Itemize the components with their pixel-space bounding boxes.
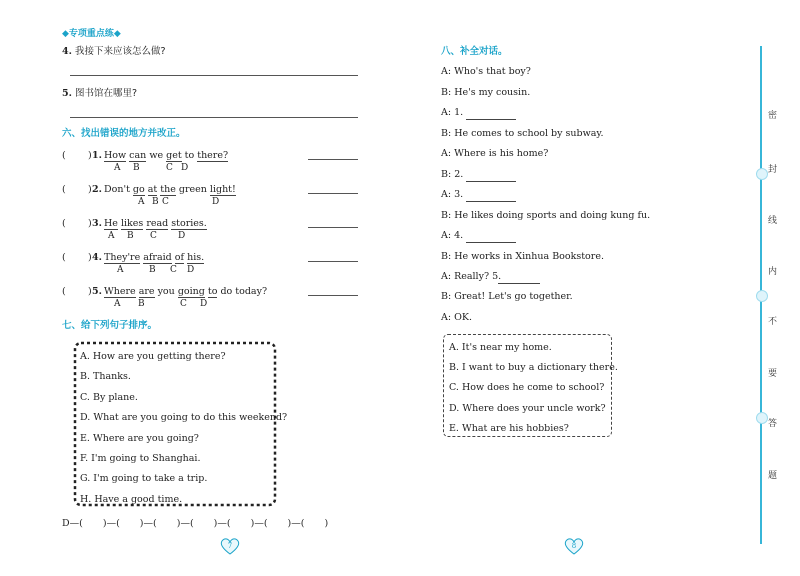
options-list — [449, 338, 618, 439]
option-d: D. Where does your uncle work? — [449, 402, 606, 414]
paren-close[interactable]: ) — [88, 184, 92, 195]
sentence — [104, 184, 236, 196]
dialog-line-7: A: 3. — [441, 189, 464, 200]
label-c: C — [166, 163, 173, 173]
blank-4[interactable] — [466, 241, 516, 243]
label-b: B — [149, 265, 156, 275]
paren-close[interactable]: ) — [88, 286, 92, 297]
label-b: B — [138, 299, 145, 309]
label-d: D — [200, 299, 208, 309]
question-5 — [62, 88, 137, 100]
word-c: read — [146, 218, 169, 229]
paren-open: ( — [62, 184, 66, 195]
section-6-title: 六、找出错误的地方并改正。 — [62, 128, 186, 139]
correction-line[interactable] — [308, 227, 358, 228]
word-d: there? — [197, 150, 229, 161]
dialog-line-5: A: Where is his home? — [441, 148, 549, 159]
paren-close: ) — [176, 518, 181, 529]
item-number: 5. — [92, 286, 102, 297]
word-d: stories. — [171, 218, 207, 229]
word: green — [178, 184, 207, 195]
dash: — — [143, 518, 153, 529]
label-c: C — [170, 265, 177, 275]
paren-close: ) — [102, 518, 107, 529]
item-number: 2. — [92, 184, 102, 195]
paren-open: ( — [300, 518, 305, 529]
paren-open: ( — [116, 518, 120, 529]
sidebar-char-4: 内 — [768, 267, 778, 277]
label-d: D — [178, 231, 186, 241]
correction-line[interactable] — [308, 261, 358, 262]
sidebar-char-8: 题 — [768, 471, 778, 481]
paren-open: ( — [62, 286, 66, 297]
dash: — — [69, 518, 80, 529]
word-c: the — [160, 184, 176, 195]
word-a: How — [104, 150, 127, 161]
paren-open: ( — [62, 252, 66, 263]
paren-open: ( — [79, 518, 83, 529]
correction-line[interactable] — [308, 159, 358, 160]
option-a: A. It's near my home. — [449, 342, 552, 353]
label-b: B — [127, 231, 134, 241]
dialog-line-13: A: OK. — [441, 312, 472, 323]
sidebar-char-7: 答 — [768, 419, 778, 429]
dialog-line-1: A: Who's that boy? — [441, 66, 531, 77]
paren-open: ( — [189, 518, 194, 529]
label-d: D — [212, 197, 220, 207]
label-c: C — [150, 231, 157, 241]
label-c: C — [180, 299, 187, 309]
paren-open: ( — [226, 518, 231, 529]
sort-list — [80, 347, 287, 510]
dialog-line-9: A: 4. — [441, 230, 464, 241]
label-a: A — [108, 231, 115, 241]
label-d: D — [181, 163, 189, 173]
sort-item-g: G. I'm going to take a trip. — [80, 473, 208, 485]
word-a: They're — [104, 252, 141, 263]
label-a: A — [114, 163, 121, 173]
sidebar-char-1: 密 — [768, 111, 778, 121]
word-d: to — [207, 286, 218, 297]
question-text: 我接下来应该怎么做? — [74, 46, 166, 57]
blank-5[interactable] — [498, 282, 540, 284]
dialog-line-3: A: 1. — [441, 107, 464, 118]
word-b: at — [147, 184, 158, 195]
section-7-title: 七、给下列句子排序。 — [62, 320, 158, 331]
paren-close[interactable]: ) — [88, 252, 92, 263]
label-a: A — [117, 265, 124, 275]
blank-1[interactable] — [466, 118, 516, 120]
order-answer-row — [62, 518, 328, 530]
word: to — [184, 150, 195, 161]
binding-dot — [756, 290, 768, 302]
label-b: B — [152, 197, 159, 207]
sort-item-d: D. What are you going to do this weekend? — [80, 412, 288, 424]
section-header: ◆专项重点练◆ — [62, 29, 121, 39]
dialog-line-8: B: He likes doing sports and doing kung fu. — [441, 210, 651, 221]
word-a: go — [132, 184, 145, 195]
word: you — [157, 286, 175, 297]
dash: — — [254, 518, 264, 529]
binding-dot — [756, 412, 768, 424]
word-d: light! — [209, 184, 236, 195]
sort-item-f: F. I'm going to Shanghai. — [80, 453, 201, 465]
label-a: A — [114, 299, 121, 309]
blank-2[interactable] — [466, 180, 516, 182]
dash: — — [291, 518, 301, 529]
word: Don't — [104, 184, 130, 195]
paren-open: ( — [153, 518, 157, 529]
word-c: of — [174, 252, 185, 263]
dialog-line-10: B: He works in Xinhua Bookstore. — [441, 251, 604, 262]
sentence — [104, 150, 228, 162]
word-b: likes — [120, 218, 144, 229]
sort-item-c: C. By plane. — [80, 391, 138, 403]
dialog-line-12: B: Great! Let's go together. — [441, 291, 573, 302]
answer-line[interactable] — [70, 75, 358, 76]
sort-item-a: A. How are you getting there? — [80, 351, 226, 362]
sentence — [104, 286, 267, 298]
binding-dot — [756, 168, 768, 180]
dialog-line-11: A: Really? 5. — [441, 271, 502, 282]
dash: — — [217, 518, 227, 529]
word-a: He — [104, 218, 118, 229]
paren-close: ) — [213, 518, 218, 529]
answer-line[interactable] — [70, 117, 358, 118]
blank-3[interactable] — [466, 200, 516, 202]
word: do today? — [220, 286, 268, 297]
question-number: 4. — [62, 46, 72, 57]
sort-item-e: E. Where are you going? — [80, 432, 199, 444]
section-8-title: 八、补全对话。 — [441, 46, 508, 57]
page-number-right: 8 — [571, 542, 577, 550]
label-a: A — [138, 197, 145, 207]
option-c: C. How does he come to school? — [449, 382, 605, 394]
word: we — [149, 150, 164, 161]
sidebar-char-2: 封 — [768, 165, 778, 175]
label-d: D — [187, 265, 195, 275]
label-c: C — [162, 197, 169, 207]
paren-open: ( — [263, 518, 268, 529]
sentence — [104, 252, 204, 264]
sidebar-char-6: 要 — [768, 369, 778, 379]
sidebar-char-3: 线 — [768, 216, 778, 226]
correction-line[interactable] — [308, 193, 358, 194]
paren-open: ( — [62, 218, 66, 229]
question-number: 5. — [62, 88, 72, 99]
dialog-line-2: B: He's my cousin. — [441, 87, 531, 98]
paren-close: ) — [324, 518, 329, 529]
paren-close: ) — [139, 518, 144, 529]
word-c: going — [177, 286, 205, 297]
paren-open: ( — [62, 150, 66, 161]
page-number-left: 7 — [227, 542, 233, 550]
paren-close: ) — [287, 518, 292, 529]
sentence — [104, 218, 207, 230]
item-number: 3. — [92, 218, 102, 229]
sidebar-char-5: 不 — [768, 317, 778, 327]
option-e: E. What are his hobbies? — [449, 422, 569, 434]
word-b: can — [129, 150, 147, 161]
dialog-line-6: B: 2. — [441, 169, 464, 180]
label-b: B — [133, 163, 140, 173]
paren-close: ) — [250, 518, 255, 529]
word-c: get — [166, 150, 182, 161]
item-number: 4. — [92, 252, 102, 263]
sort-item-h: H. Have a good time. — [80, 493, 183, 505]
question-text: 图书馆在哪里? — [74, 88, 137, 99]
item-number: 1. — [92, 150, 102, 161]
paren-close[interactable]: ) — [88, 150, 92, 161]
word-b: afraid — [143, 252, 172, 263]
question-4 — [62, 46, 166, 58]
dash: — — [180, 518, 190, 529]
option-b: B. I want to buy a dictionary there. — [449, 362, 618, 374]
paren-close[interactable]: ) — [88, 218, 92, 229]
sort-item-b: B. Thanks. — [80, 371, 131, 383]
correction-line[interactable] — [308, 295, 358, 296]
order-first: D — [62, 518, 70, 529]
dialog-line-4: B: He comes to school by subway. — [441, 128, 604, 139]
dash: — — [106, 518, 117, 529]
word-b: are — [138, 286, 155, 297]
word-a: Where — [104, 286, 136, 297]
word-d: his. — [187, 252, 205, 263]
